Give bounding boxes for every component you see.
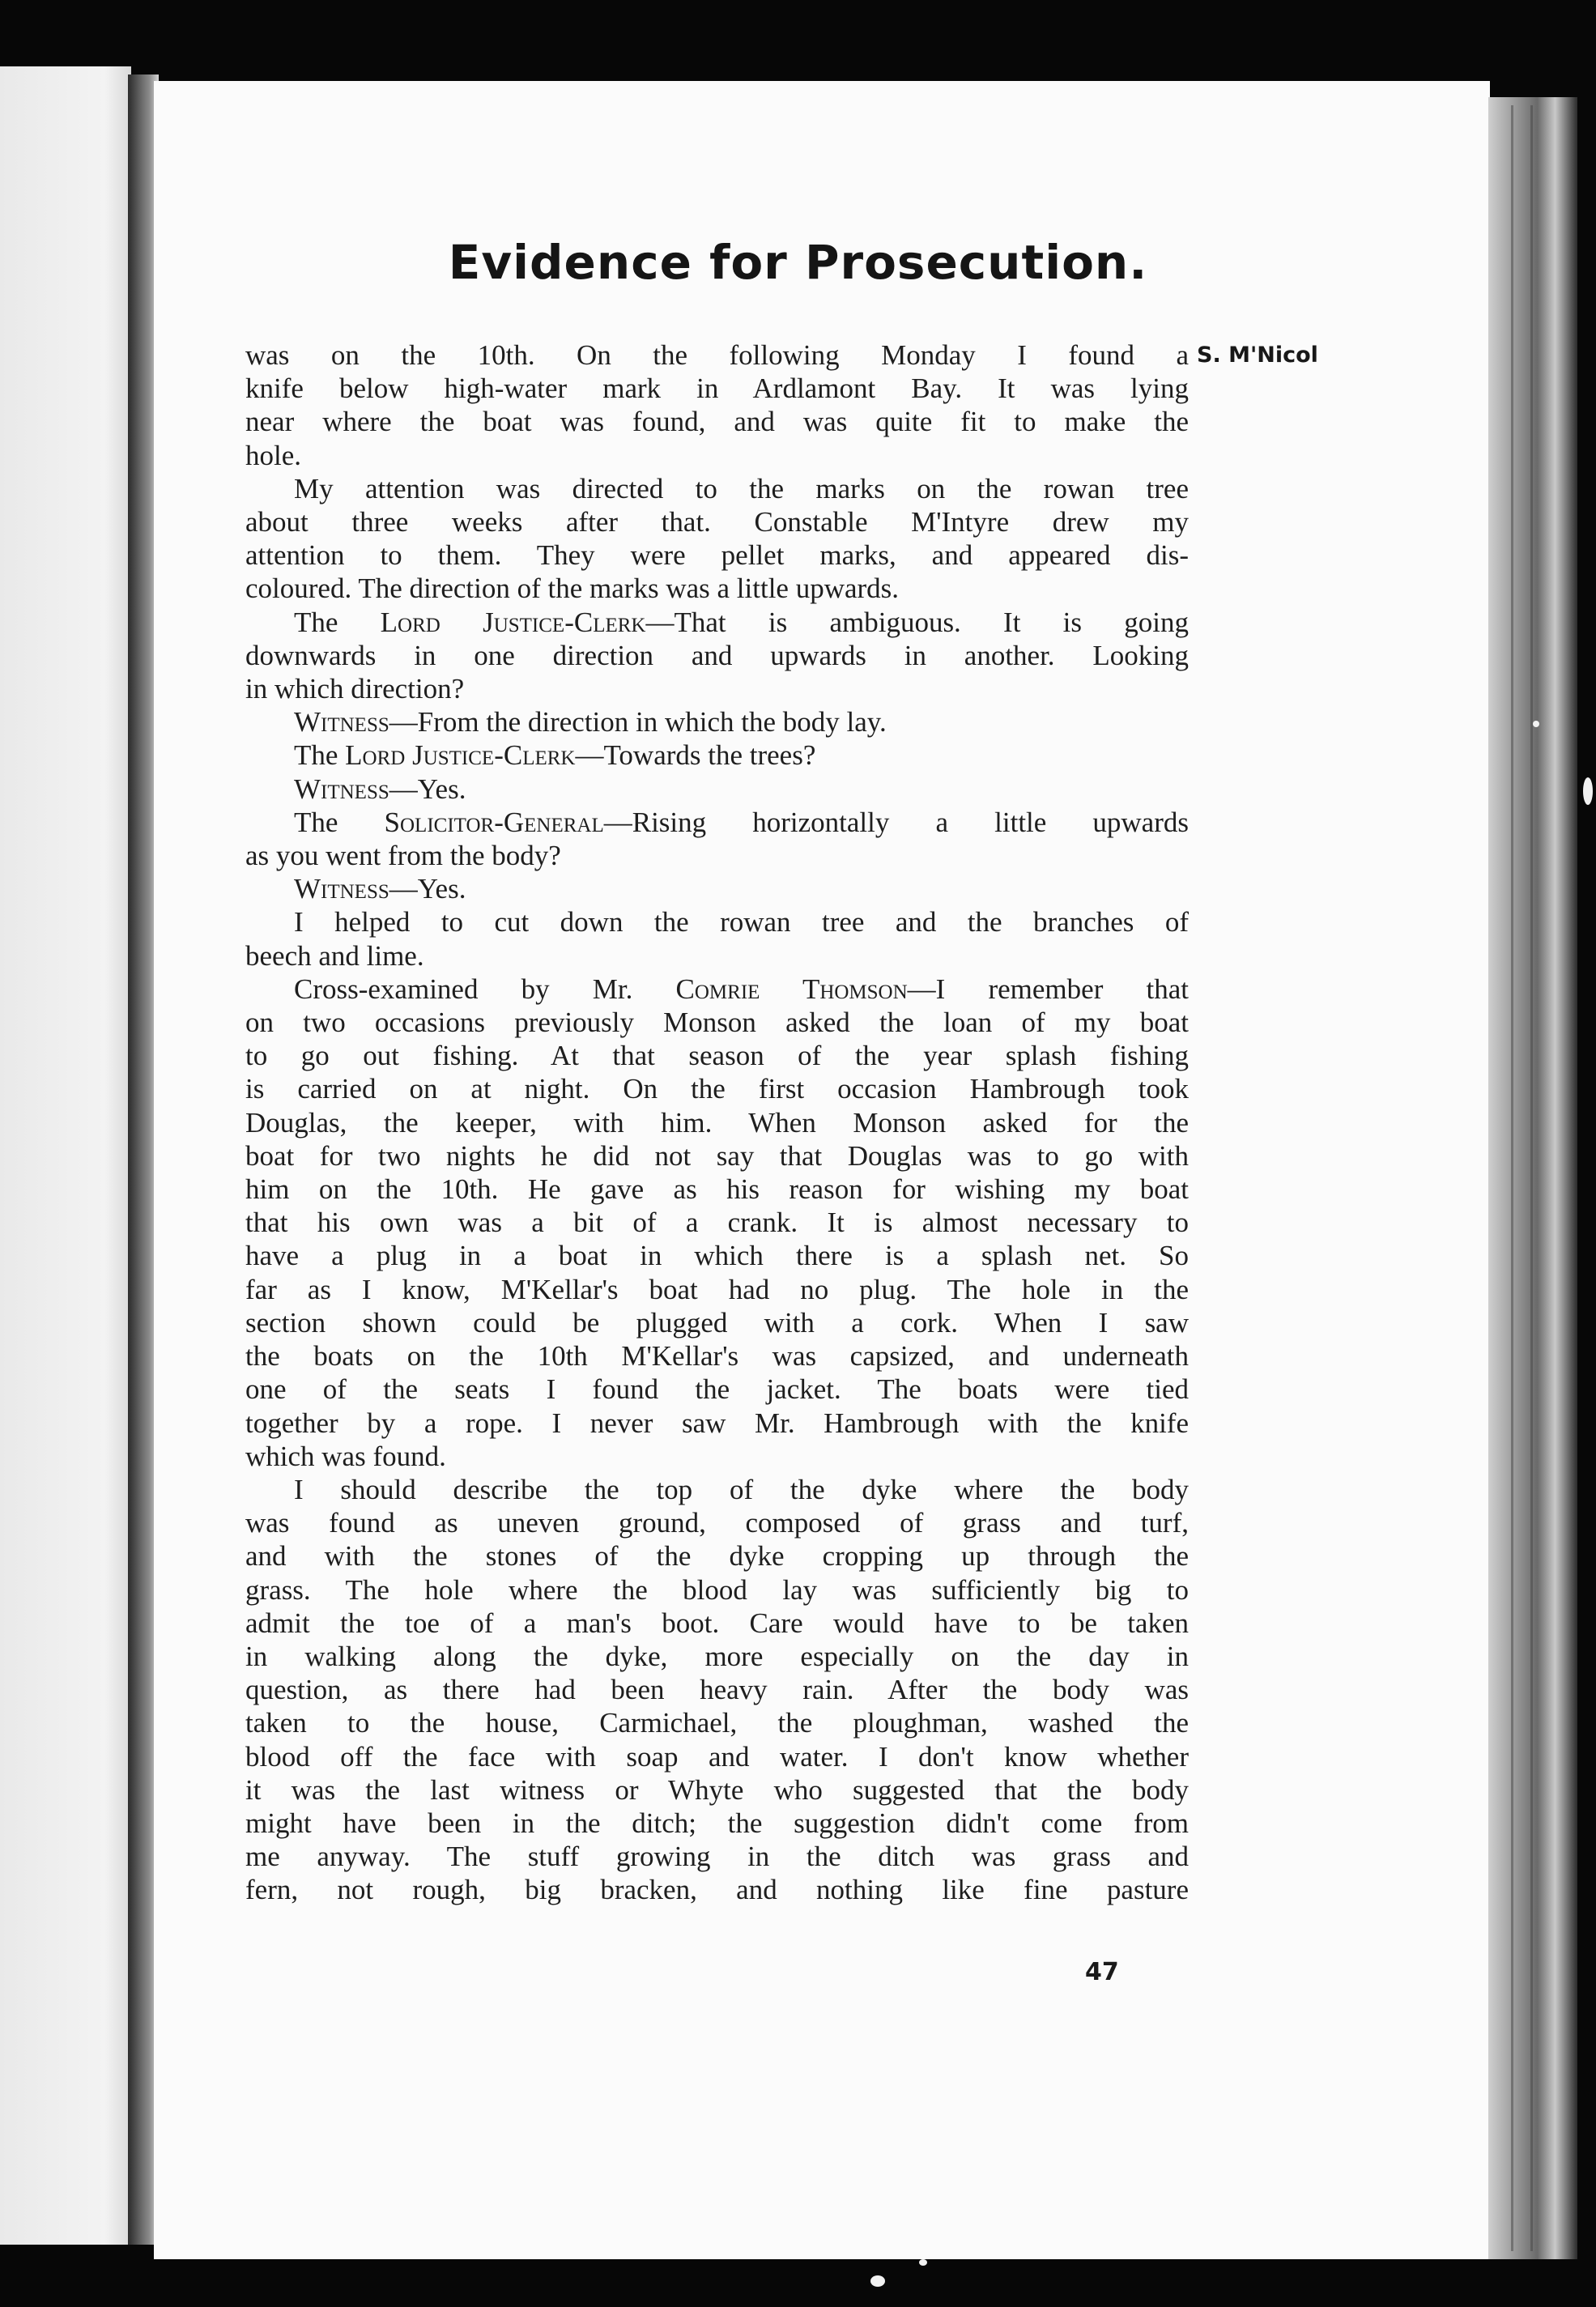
text-run: Cross-examined by Mr.	[294, 973, 676, 1005]
text-run: The	[294, 606, 381, 638]
text-line: I helped to cut down the rowan tree and the branches of	[294, 906, 1189, 939]
text-line: taken to the house, Carmichael, the ploughman, washed the	[245, 1707, 1189, 1739]
text-line	[245, 806, 1189, 839]
speaker-name: Witness	[294, 773, 389, 805]
text-line: and with the stones of the dyke cropping up through the	[245, 1540, 1189, 1573]
text-line	[245, 705, 1189, 738]
text-run: —That is ambiguous. It is going	[645, 606, 1189, 638]
text-line: admit the toe of a man's boot. Care would have to be taken	[245, 1607, 1189, 1639]
text-run: —From the direction in which the body lay.	[389, 706, 887, 738]
page-edge-line	[1530, 105, 1533, 2251]
text-line: to go out fishing. At that season of the year splash fishing	[245, 1040, 1189, 1072]
text-run: The	[294, 806, 385, 838]
text-line	[245, 738, 1189, 772]
text-line: me anyway. The stuff growing in the ditch was grass and	[245, 1841, 1189, 1873]
text-line: far as I know, M'Kellar's boat had no plug. The hole in the	[245, 1273, 1189, 1305]
text-run: —I remember that	[907, 973, 1189, 1005]
text-line: knife below high-water mark in Ardlamont Bay. It was lying	[245, 372, 1189, 405]
text-line: might have been in the ditch; the suggestion didn't come from	[245, 1807, 1189, 1839]
text-line	[245, 773, 1189, 806]
text-line: as you went from the body?	[245, 840, 561, 872]
page-number: 47	[1085, 1958, 1119, 1986]
text-line: beech and lime.	[245, 939, 424, 972]
scan-speck	[1583, 777, 1593, 805]
text-line: I should describe the top of the dyke where the body	[294, 1473, 1189, 1505]
text-run: The	[294, 739, 346, 772]
text-run: —Rising horizontally a little upwards	[603, 806, 1189, 838]
speaker-name: Solicitor-General	[384, 806, 604, 838]
text-line: that his own was a bit of a crank. It is almost necessary to	[245, 1207, 1189, 1239]
scan-speck	[1533, 721, 1539, 727]
facing-page-edge	[0, 66, 131, 2245]
speaker-name: Lord Justice-Clerk	[345, 739, 576, 772]
text-line: about three weeks after that. Constable M'Intyre drew my	[245, 506, 1189, 538]
running-heading: Evidence for Prosecution.	[448, 235, 1148, 290]
text-line: on two occasions previously Monson asked the loan of my boat	[245, 1007, 1189, 1039]
page-edge-line	[1511, 105, 1513, 2251]
text-line: have a plug in a boat in which there is a splash net. So	[245, 1240, 1189, 1272]
text-line: it was the last witness or Whyte who suggested that the body	[245, 1773, 1189, 1806]
speaker-name: Witness	[294, 706, 389, 738]
scan-speck	[870, 2275, 885, 2287]
text-line: question, as there had been heavy rain. After the body was	[245, 1674, 1189, 1706]
text-line: section shown could be plugged with a cork. When I saw	[245, 1306, 1189, 1339]
text-line: Douglas, the keeper, with him. When Monson asked for the	[245, 1106, 1189, 1139]
margin-note-witness: S. M'Nicol	[1197, 343, 1318, 368]
text-line: fern, not rough, big bracken, and nothing like fine pasture	[245, 1874, 1189, 1906]
text-line: attention to them. They were pellet marks, and appeared dis-	[245, 539, 1189, 572]
text-run: —Yes.	[389, 773, 466, 805]
text-line: one of the seats I found the jacket. The boats were tied	[245, 1373, 1189, 1406]
speaker-name: Comrie Thomson	[675, 973, 908, 1005]
text-line: near where the boat was found, and was quite fit to make the	[245, 406, 1189, 438]
speaker-name: Witness	[294, 873, 389, 905]
body-text	[245, 338, 1189, 1907]
speaker-name: Lord Justice-Clerk	[380, 606, 646, 638]
page-stack-edge	[1488, 97, 1577, 2259]
text-line: boat for two nights he did not say that Douglas was to go with	[245, 1139, 1189, 1172]
text-line: is carried on at night. On the first occasion Hambrough took	[245, 1073, 1189, 1105]
text-line: was on the 10th. On the following Monday I found a	[245, 339, 1189, 371]
text-line: in walking along the dyke, more especially on the day in	[245, 1640, 1189, 1672]
text-line: hole.	[245, 439, 302, 471]
text-line: coloured. The direction of the marks was a little upwards.	[245, 572, 900, 605]
text-line: My attention was directed to the marks on the rowan tree	[294, 472, 1189, 504]
text-line: the boats on the 10th M'Kellar's was capsized, and underneath	[245, 1340, 1189, 1373]
text-run: —Yes.	[389, 873, 466, 905]
text-line: in which direction?	[245, 673, 465, 705]
text-line: him on the 10th. He gave as his reason for wishing my boat	[245, 1173, 1189, 1206]
text-line: grass. The hole where the blood lay was sufficiently big to	[245, 1573, 1189, 1606]
scan-speck	[919, 2259, 927, 2266]
text-run: —Towards the trees?	[575, 739, 816, 772]
text-line: which was found.	[245, 1440, 446, 1472]
text-line	[245, 606, 1189, 639]
text-line: blood off the face with soap and water. I don't know whether	[245, 1740, 1189, 1773]
text-line: together by a rope. I never saw Mr. Hambrough with the knife	[245, 1407, 1189, 1439]
text-line	[245, 872, 1189, 905]
text-line: was found as uneven ground, composed of grass and turf,	[245, 1507, 1189, 1539]
text-line: downwards in one direction and upwards in another. Looking	[245, 639, 1189, 671]
text-line	[245, 973, 1189, 1006]
